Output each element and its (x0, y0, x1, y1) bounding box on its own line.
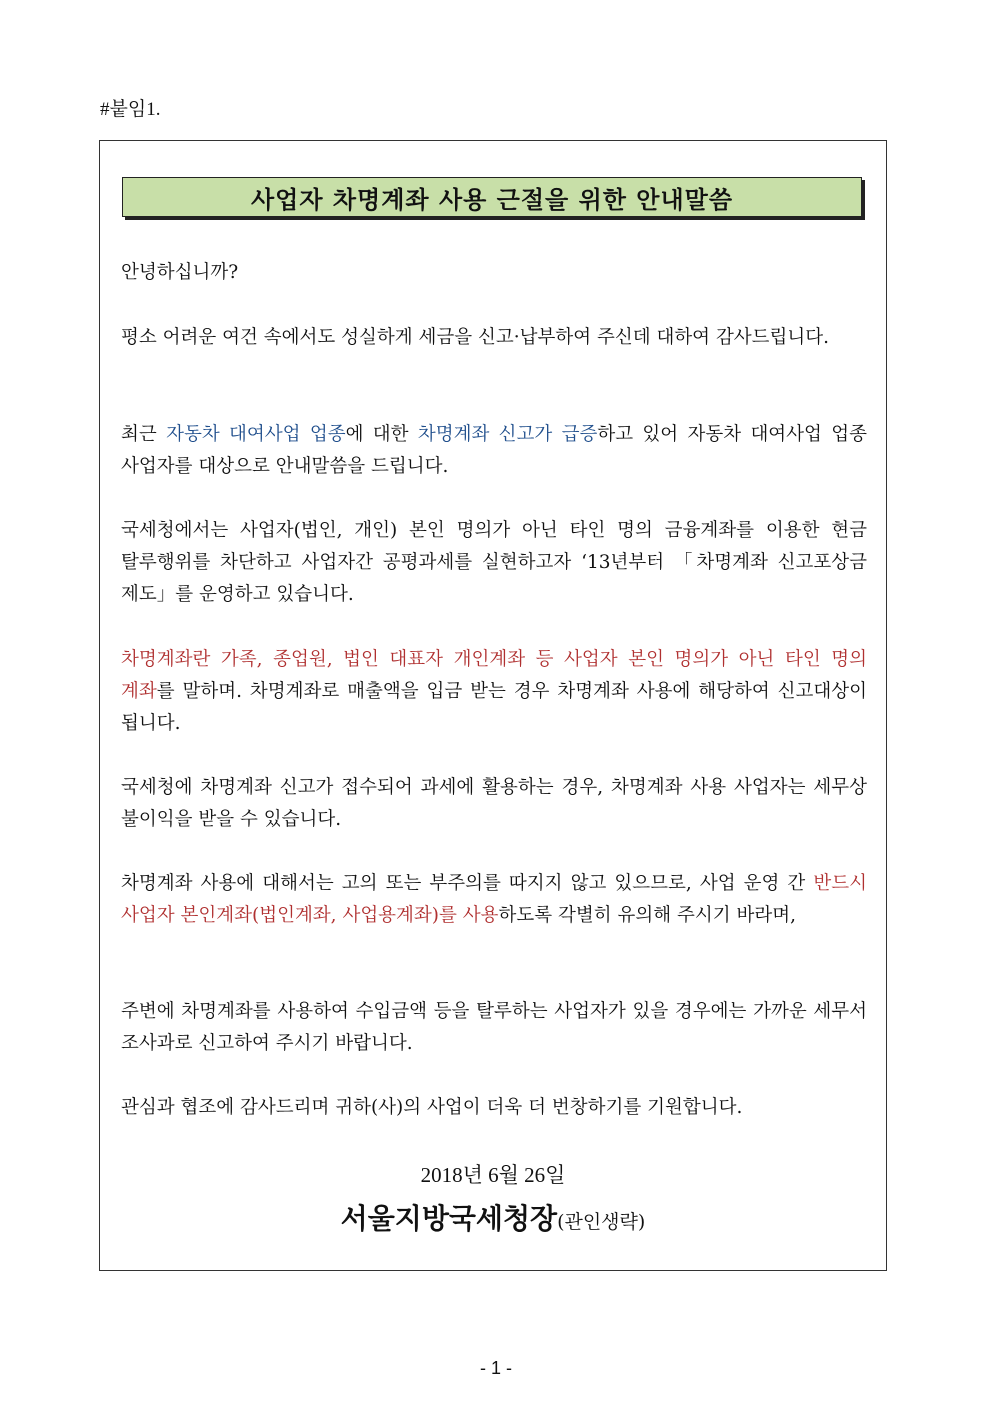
issue-date: 2018년 6월 26일 (420, 1163, 566, 1187)
definition-paragraph (121, 644, 867, 740)
caution-paragraph (121, 868, 867, 932)
caution-prefix: 차명계좌 사용에 대해서는 고의 또는 부주의를 따지지 않고 있으므로, 사업 운영 간 (121, 873, 814, 894)
signature (100, 1197, 886, 1237)
caution-suffix: 하도록 각별히 유의해 주시기 바라며, (498, 905, 796, 926)
definition-highlight: 차명계좌란 가족, 종업원, 법인 대표자 개인계좌 등 사업자 본인 명의가 아닌 타인 명의 계좌 (121, 649, 867, 702)
penalty-paragraph: 국세청에 차명계좌 신고가 접수되어 과세에 활용하는 경우, 차명계좌 사용 사업자는 세무상 불이익을 받을 수 있습니다. (121, 777, 867, 830)
notice-title: 사업자 차명계좌 사용 근절을 위한 안내말씀 (122, 177, 862, 217)
surge-highlight: 차명계좌 신고가 급증 (417, 424, 598, 445)
program-paragraph: 국세청에서는 사업자(법인, 개인) 본인 명의가 아닌 타인 명의 금융계좌를 이용한 현금 탈루행위를 차단하고 사업자간 공평과세를 실현하고자 ‘13년부터 「차명계좌 신고포상금 제도」를 운영하고 있습니다. (121, 520, 867, 605)
closing-paragraph: 관심과 협조에 감사드리며 귀하(사)의 사업이 더욱 더 번창하기를 기원합니다. (121, 1097, 743, 1118)
page-number: - 1 - (479, 1358, 512, 1378)
notice-paragraph (121, 419, 867, 483)
greeting-paragraph: 안녕하십니까? (121, 262, 239, 283)
notice-middle: 에 대한 (345, 424, 418, 445)
definition-rest: 를 말하며. 차명계좌로 매출액을 입금 받는 경우 차명계좌 사용에 해당하여 신고대상이 됩니다. (121, 681, 867, 734)
notice-suffix: 하고 있어 자동차 대여사업 업종 사업자를 대상으로 안내말씀을 드립니다. (121, 424, 867, 477)
notice-prefix: 최근 (121, 424, 167, 445)
attachment-label: #붙임1. (100, 99, 161, 120)
signer-name: 서울지방국세청장 (340, 1202, 558, 1235)
thanks-paragraph: 평소 어려운 여건 속에서도 성실하게 세금을 신고·납부하여 주신데 대하여 감사드립니다. (121, 327, 830, 348)
signer-note: (관인생략) (557, 1211, 646, 1233)
notice-frame (99, 140, 887, 1271)
report-paragraph: 주변에 차명계좌를 사용하여 수입금액 등을 탈루하는 사업자가 있을 경우에는 가까운 세무서 조사과로 신고하여 주시기 바랍니다. (121, 1001, 867, 1054)
industry-highlight: 자동차 대여사업 업종 (166, 424, 346, 445)
caution-highlight: 반드시 사업자 본인계좌(법인계좌, 사업용계좌)를 사용 (121, 873, 867, 926)
